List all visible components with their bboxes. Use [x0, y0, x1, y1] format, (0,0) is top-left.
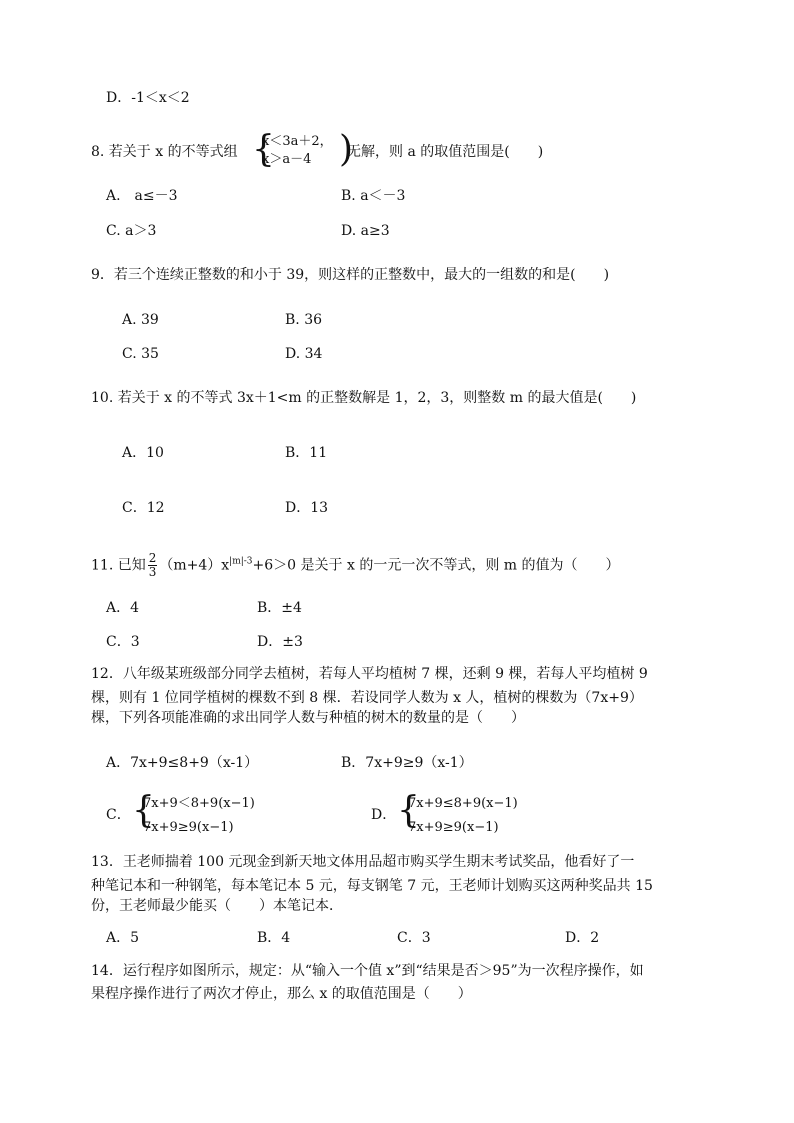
q13-option-d: D．2 — [565, 930, 600, 946]
q9-option-b: B. 36 — [285, 312, 323, 328]
q8-option-b: B. a＜－3 — [341, 188, 406, 204]
q7-option-d: D．-1＜x＜2 — [106, 90, 190, 106]
q11-fraction-numerator: 2 — [148, 551, 157, 565]
q13-option-c: C．3 — [397, 930, 431, 946]
q11-option-d: D．±3 — [257, 634, 303, 650]
q8-system-line-1: x＜3a＋2， — [262, 134, 333, 149]
q14-stem-line-1: 14．运行程序如图所示，规定：从“输入一个值 x”到“结果是否＞95”为一次程序操作，如 — [91, 963, 644, 979]
q11-exponent: |m|-3 — [229, 556, 253, 567]
q9-option-d: D. 34 — [285, 346, 323, 362]
q8-option-c: C. a＞3 — [106, 223, 157, 239]
q11-stem — [91, 552, 620, 579]
q8-system-line-2: x＞a－4 — [262, 152, 312, 167]
q8-left-brace: { — [252, 129, 275, 170]
q11-stem-suffix: +6＞0 是关于 x 的一元一次不等式，则 m 的值为（ ） — [252, 557, 620, 574]
q10-option-b: B．11 — [285, 445, 328, 461]
q13-stem-line-2: 种笔记本和一种钢笔，每本笔记本 5 元，每支钢笔 7 元，王老师计划购买这两种奖品共 15 — [91, 878, 653, 894]
q8-stem-prefix: 8. 若关于 x 的不等式组 — [91, 144, 238, 160]
q10-option-d: D．13 — [285, 500, 329, 516]
q12-option-c-line-1: 7x+9＜8+9(x−1) — [143, 796, 255, 811]
q10-stem: 10. 若关于 x 的不等式 3x＋1<m 的正整数解是 1，2，3，则整数 m 的最大值是( ) — [91, 390, 637, 406]
q8-stem-suffix: 无解，则 a 的取值范围是( ) — [347, 144, 544, 160]
q10-option-a: A．10 — [122, 445, 164, 461]
q9-option-c: C. 35 — [122, 346, 159, 362]
q11-option-b: B．±4 — [257, 600, 302, 616]
q13-option-b: B．4 — [257, 930, 291, 946]
q12-option-c-brace: { — [132, 790, 155, 831]
q12-option-d-brace: { — [397, 790, 420, 831]
q12-option-d-line-1: 7x+9≤8+9(x−1) — [408, 796, 518, 811]
q12-option-d-line-2: 7x+9≥9(x−1) — [408, 820, 499, 835]
q8-right-brace: ) — [339, 129, 354, 170]
q11-option-a: A．4 — [106, 600, 140, 616]
q12-option-c-label: C． — [106, 807, 131, 823]
q12-option-c-line-2: 7x+9≥9(x−1) — [143, 820, 234, 835]
q11-fraction — [148, 552, 158, 579]
q12-option-a: A．7x+9≤8+9（x-1） — [106, 755, 259, 771]
q12-option-d-label: D． — [371, 807, 397, 823]
q13-stem-line-3: 份，王老师最少能买（ ）本笔记本． — [91, 898, 343, 914]
q9-option-a: A. 39 — [122, 312, 159, 328]
q10-option-c: C．12 — [122, 500, 165, 516]
q12-stem-line-3: 棵，下列各项能准确的求出同学人数与种植的树木的数量的是（ ） — [91, 710, 525, 726]
q13-stem-line-1: 13．王老师揣着 100 元现金到新天地文体用品超市购买学生期末考试奖品，他看好了一 — [91, 854, 635, 870]
q11-fraction-denominator: 3 — [148, 565, 157, 579]
q8-option-a: A. a≤－3 — [106, 188, 178, 204]
q13-option-a: A．5 — [106, 930, 140, 946]
q12-stem-line-2: 棵，则有 1 位同学植树的棵数不到 8 棵．若设同学人数为 x 人，植树的棵数为（7x+9） — [91, 690, 643, 706]
q9-stem: 9．若三个连续正整数的和小于 39，则这样的正整数中，最大的一组数的和是( ) — [91, 267, 610, 283]
q11-stem-mid: （m+4）x — [159, 557, 230, 574]
q11-stem-prefix: 11. 已知 — [91, 557, 146, 574]
q14-stem-line-2: 果程序操作进行了两次才停止，那么 x 的取值范围是（ ） — [91, 986, 472, 1002]
q11-option-c: C．3 — [106, 634, 140, 650]
q12-option-b: B．7x+9≥9（x-1） — [341, 755, 473, 771]
q12-stem-line-1: 12．八年级某班级部分同学去植树，若每人平均植树 7 棵，还剩 9 棵，若每人平均植树 9 — [91, 666, 648, 682]
q8-option-d: D. a≥3 — [341, 223, 390, 239]
